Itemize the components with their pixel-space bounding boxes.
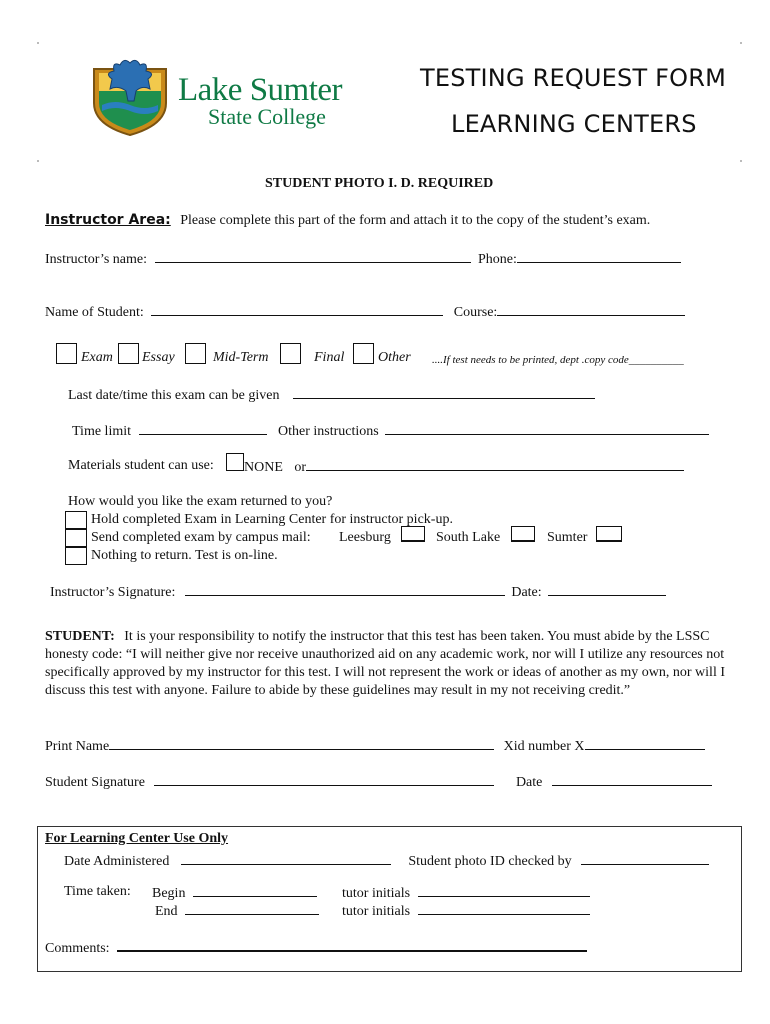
- instructor-name-row: [45, 250, 681, 268]
- instructor-signature-label: Instructor’s Signature:: [50, 585, 176, 600]
- begin-label: Begin: [152, 886, 186, 901]
- exam-type-exam-label: Exam: [81, 350, 113, 365]
- tutor-initials-2-row: [342, 902, 590, 920]
- corner-mark: [37, 160, 39, 162]
- corner-mark: [740, 42, 742, 44]
- comments-row: [45, 938, 587, 957]
- form-title: TESTING REQUEST FORM: [420, 64, 727, 92]
- tutor-initials-2-field[interactable]: [418, 902, 590, 915]
- print-name-label: Print Name: [45, 739, 110, 754]
- return-hold-label: Hold completed Exam in Learning Center for instructor pick-up.: [91, 512, 453, 527]
- photo-checked-field[interactable]: [581, 852, 709, 865]
- time-taken-label: Time taken:: [64, 884, 131, 899]
- course-field[interactable]: [497, 303, 685, 316]
- time-limit-row: [72, 422, 709, 440]
- student-honesty-statement: [45, 628, 735, 700]
- phone-label: Phone:: [478, 252, 517, 267]
- instructor-name-label: Instructor’s name:: [45, 252, 147, 267]
- college-shield-logo-icon: [90, 55, 170, 137]
- corner-mark: [37, 42, 39, 44]
- instructor-area-label: Instructor Area:: [45, 212, 171, 228]
- return-nothing-label: Nothing to return. Test is on-line.: [91, 548, 278, 563]
- materials-or-label: or: [294, 460, 307, 475]
- exam-type-essay-label: Essay: [142, 350, 175, 365]
- return-send-label: Send completed exam by campus mail:: [91, 530, 311, 545]
- last-date-field[interactable]: [293, 386, 595, 399]
- student-date-label: Date: [515, 775, 543, 790]
- student-label: STUDENT:: [45, 629, 115, 644]
- materials-row-rest: [244, 458, 684, 476]
- return-south-lake-label: South Lake: [436, 530, 501, 545]
- last-date-label: Last date/time this exam can be given: [68, 388, 280, 403]
- materials-other-field[interactable]: [306, 458, 684, 471]
- materials-none-label: NONE: [244, 460, 283, 475]
- return-leesburg-checkbox[interactable]: [401, 526, 425, 544]
- time-limit-field[interactable]: [139, 422, 267, 435]
- comments-label: Comments:: [45, 941, 110, 956]
- materials-label: Materials student can use:: [68, 458, 214, 473]
- end-field[interactable]: [185, 902, 319, 915]
- return-send-checkbox[interactable]: [65, 529, 87, 549]
- exam-type-other-checkbox[interactable]: [353, 343, 374, 366]
- corner-mark: [740, 160, 742, 162]
- comments-field[interactable]: [117, 938, 587, 952]
- xid-label: Xid number X: [503, 739, 585, 754]
- student-signature-field[interactable]: [154, 773, 494, 786]
- instructor-name-field[interactable]: [155, 250, 471, 263]
- return-south-lake-checkbox[interactable]: [511, 526, 535, 544]
- instructor-signature-field[interactable]: [185, 583, 505, 596]
- tutor-initials-1-field[interactable]: [418, 884, 590, 897]
- tutor-initials-2-label: tutor initials: [342, 904, 411, 919]
- instructor-area-row: [45, 212, 650, 229]
- phone-field[interactable]: [517, 250, 681, 263]
- learning-center-title: For Learning Center Use Only: [45, 831, 229, 846]
- time-limit-label: Time limit: [72, 424, 132, 439]
- student-name-row: [45, 303, 685, 321]
- student-name-field[interactable]: [151, 303, 443, 316]
- date-administered-row: [64, 852, 709, 870]
- return-question: How would you like the exam returned to you?: [68, 494, 333, 509]
- student-signature-label: Student Signature: [45, 775, 145, 790]
- instructor-signature-row: [50, 583, 666, 601]
- exam-type-midterm-label: Mid-Term: [213, 350, 269, 365]
- tutor-initials-1-row: [342, 884, 590, 902]
- instructor-date-field[interactable]: [548, 583, 666, 596]
- other-instructions-label: Other instructions: [278, 424, 379, 439]
- begin-field[interactable]: [193, 884, 317, 897]
- photo-checked-label: Student photo ID checked by: [408, 854, 572, 869]
- instructor-date-label: Date:: [511, 585, 542, 600]
- return-sumter-checkbox[interactable]: [596, 526, 622, 544]
- last-date-row: [68, 386, 595, 404]
- end-row: [155, 902, 319, 920]
- return-sumter-label: Sumter: [547, 530, 588, 545]
- course-label: Course:: [453, 305, 498, 320]
- print-name-row: [45, 737, 705, 755]
- exam-type-other-label: Other: [378, 350, 411, 365]
- exam-type-exam-checkbox[interactable]: [56, 343, 77, 366]
- instructor-area-instruction: Please complete this part of the form and attach it to the copy of the student’s exam.: [180, 213, 651, 228]
- student-statement-text: It is your responsibility to notify the instructor that this test has been taken. You must abide by the LSSC honesty code: “I will neither give nor receive unauthorized aid on any academic work, nor will I utilize any resources not specifically approved by my instructor for this test. I will not represent the work or ideas of another as my own, nor will I discuss this test with anyone. Failure to abide by these guidelines may result in my not receiving credit.”: [45, 629, 725, 698]
- student-signature-row: [45, 773, 712, 791]
- logo-line2: State College: [208, 104, 326, 129]
- student-date-field[interactable]: [552, 773, 712, 786]
- materials-none-checkbox[interactable]: [226, 453, 244, 473]
- return-hold-checkbox[interactable]: [65, 511, 87, 531]
- date-administered-field[interactable]: [181, 852, 391, 865]
- print-name-field[interactable]: [109, 737, 494, 750]
- logo-line1: Lake Sumter: [178, 72, 343, 108]
- return-nothing-checkbox[interactable]: [65, 547, 87, 567]
- xid-field[interactable]: [585, 737, 705, 750]
- other-instructions-field[interactable]: [385, 422, 709, 435]
- form-subtitle: LEARNING CENTERS: [451, 110, 697, 138]
- date-administered-label: Date Administered: [64, 854, 170, 869]
- exam-type-essay-checkbox[interactable]: [118, 343, 139, 366]
- exam-type-final-checkbox[interactable]: [280, 343, 301, 366]
- end-label: End: [155, 904, 178, 919]
- print-copy-code-note: ....If test needs to be printed, dept .copy code__________: [432, 354, 684, 366]
- begin-row: [152, 884, 317, 902]
- student-name-label: Name of Student:: [45, 305, 144, 320]
- return-leesburg-label: Leesburg: [339, 530, 391, 545]
- tutor-initials-1-label: tutor initials: [342, 886, 411, 901]
- photo-required-notice: STUDENT PHOTO I. D. REQUIRED: [265, 176, 494, 191]
- exam-type-final-label: Final: [314, 350, 345, 365]
- exam-type-midterm-checkbox[interactable]: [185, 343, 206, 366]
